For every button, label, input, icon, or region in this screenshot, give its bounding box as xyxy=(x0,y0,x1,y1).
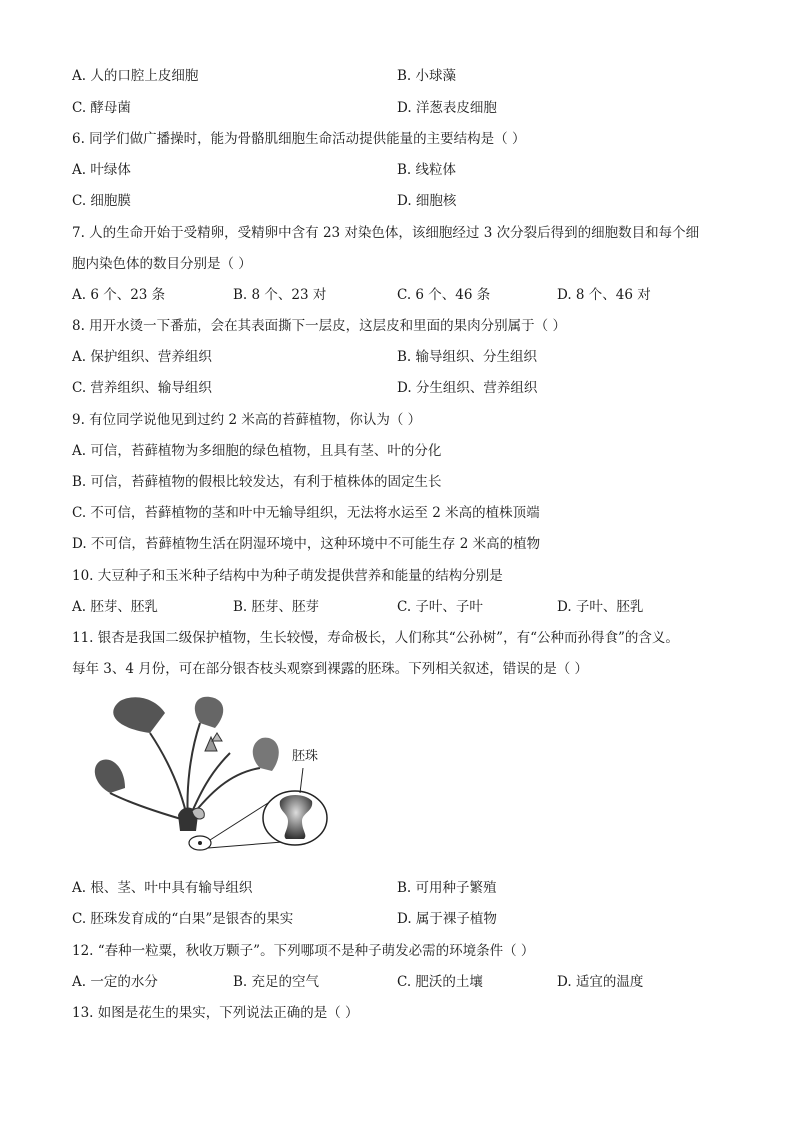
q9-option-a: A. 可信，苔藓植物为多细胞的绿色植物，且具有茎、叶的分化 xyxy=(72,443,442,459)
q6-option-b: B. 线粒体 xyxy=(397,162,457,178)
q6-option-d: D. 细胞核 xyxy=(397,193,457,209)
ginkgo-branch-figure xyxy=(90,693,340,853)
leaf-4 xyxy=(253,738,279,771)
q8-option-d: D. 分生组织、营养组织 xyxy=(397,380,538,396)
q11-option-c: C. 胚珠发育成的“白果”是银杏的果实 xyxy=(72,911,294,927)
q12-stem: 12. “春种一粒粟，秋收万颗子”。下列哪项不是种子萌发必需的环境条件（ ） xyxy=(72,943,535,959)
q11-stem-line2: 每年 3、4 月份，可在部分银杏枝头观察到裸露的胚珠。下列相关叙述，错误的是（ ） xyxy=(72,661,589,677)
leaf-1 xyxy=(113,697,165,733)
q7-option-d: D. 8 个、46 对 xyxy=(557,287,651,303)
q9-option-b: B. 可信，苔藓植物的假根比较发达，有利于植株体的固定生长 xyxy=(72,474,442,490)
leaf-3 xyxy=(95,760,125,793)
q8-option-c: C. 营养组织、输导组织 xyxy=(72,380,212,396)
q13-stem: 13. 如图是花生的果实，下列说法正确的是（ ） xyxy=(72,1005,359,1021)
q8-option-b: B. 输导组织、分生组织 xyxy=(397,349,538,365)
q8-stem: 8. 用开水烫一下番茄，会在其表面撕下一层皮，这层皮和里面的果肉分别属于（ ） xyxy=(72,318,566,334)
q7-option-a: A. 6 个、23 条 xyxy=(72,287,166,303)
q9-option-c: C. 不可信，苔藓植物的茎和叶中无输导组织，无法将水运至 2 米高的植株顶端 xyxy=(72,505,540,521)
q7-option-c: C. 6 个、46 条 xyxy=(397,287,491,303)
q6-stem: 6. 同学们做广播操时，能为骨骼肌细胞生命活动提供能量的主要结构是（ ） xyxy=(72,131,526,147)
q11-option-d: D. 属于裸子植物 xyxy=(397,911,497,927)
prev-option-c: C. 酵母菌 xyxy=(72,100,131,116)
prev-option-b: B. 小球藻 xyxy=(397,68,457,84)
q7-stem-line1: 7. 人的生命开始于受精卵，受精卵中含有 23 对染色体，该细胞经过 3 次分裂后得到的细胞数目和每个细 xyxy=(72,225,700,241)
q6-option-c: C. 细胞膜 xyxy=(72,193,131,209)
q9-stem: 9. 有位同学说他见到过约 2 米高的苔藓植物，你认为（ ） xyxy=(72,412,422,428)
q10-option-d: D. 子叶、胚乳 xyxy=(557,599,644,615)
q12-option-a: A. 一定的水分 xyxy=(72,974,158,990)
q10-option-b: B. 胚芽、胚芽 xyxy=(233,599,320,615)
q7-stem-line2: 胞内染色体的数目分别是（ ） xyxy=(72,256,252,272)
ovule-label: 胚珠 xyxy=(292,749,319,764)
prev-option-a: A. 人的口腔上皮细胞 xyxy=(72,68,199,84)
q10-option-a: A. 胚芽、胚乳 xyxy=(72,599,158,615)
prev-option-d: D. 洋葱表皮细胞 xyxy=(397,100,497,116)
q11-option-b: B. 可用种子繁殖 xyxy=(397,880,497,896)
q8-option-a: A. 保护组织、营养组织 xyxy=(72,349,212,365)
q6-option-a: A. 叶绿体 xyxy=(72,162,131,178)
q10-stem: 10. 大豆种子和玉米种子结构中为种子萌发提供营养和能量的结构分别是 xyxy=(72,568,503,584)
q9-option-d: D. 不可信，苔藓植物生活在阴湿环境中，这种环境中不可能生存 2 米高的植物 xyxy=(72,536,541,552)
q10-option-c: C. 子叶、子叶 xyxy=(397,599,483,615)
q12-option-b: B. 充足的空气 xyxy=(233,974,320,990)
q12-option-d: D. 适宜的温度 xyxy=(557,974,644,990)
q7-option-b: B. 8 个、23 对 xyxy=(233,287,327,303)
q11-option-a: A. 根、茎、叶中具有输导组织 xyxy=(72,880,253,896)
q11-stem-line1: 11. 银杏是我国二级保护植物，生长较慢，寿命极长，人们称其“公孙树”，有“公种而孙得食”的含义。 xyxy=(72,630,679,646)
q12-option-c: C. 肥沃的土壤 xyxy=(397,974,483,990)
